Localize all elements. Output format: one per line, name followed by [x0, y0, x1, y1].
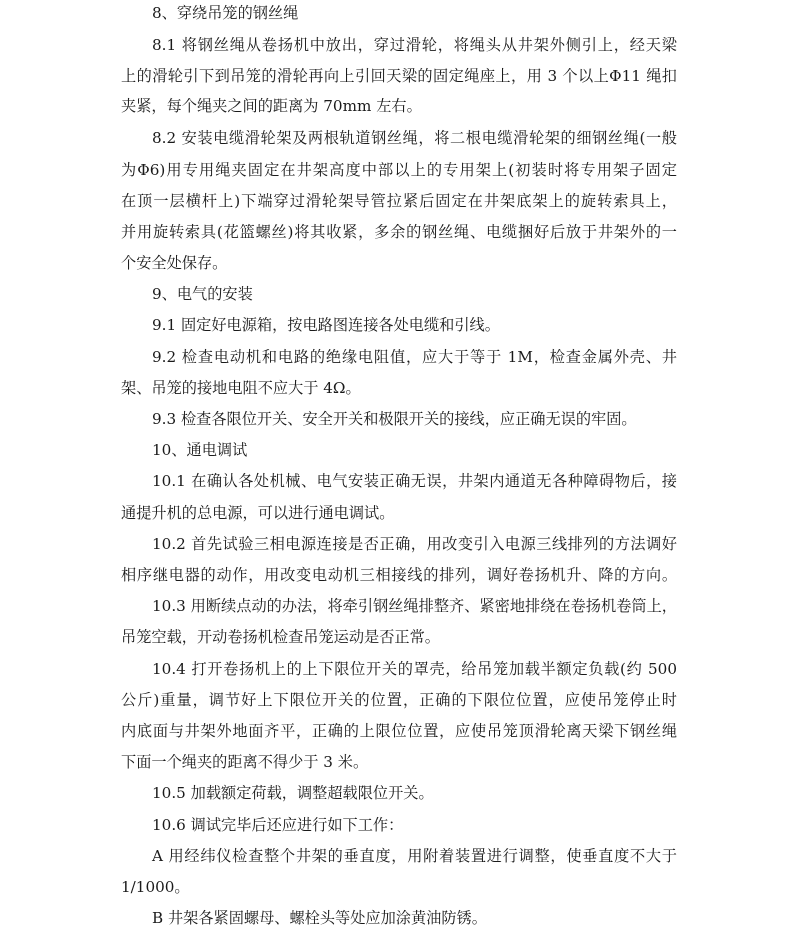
paragraph-line: 9.2 检查电动机和电路的绝缘电阻值，应大于等于 1M，检查金属外壳、井 [152, 348, 677, 366]
paragraph-line: 下面一个绳夹的距离不得少于 3 米。 [121, 753, 369, 771]
paragraph-line: 吊笼空载，开动卷扬机检查吊笼运动是否正常。 [121, 628, 440, 646]
paragraph-line: 9.1 固定好电源箱，按电路图连接各处电缆和引线。 [152, 316, 500, 334]
section-heading: 8、穿绕吊笼的钢丝绳 [152, 4, 299, 22]
paragraph-line: 10.1 在确认各处机械、电气安装正确无误，井架内通道无各种障碍物后，接 [152, 472, 677, 490]
paragraph-line: 10.4 打开卷扬机上的上下限位开关的罩壳，给吊笼加载半额定负载(约 500 [152, 660, 677, 678]
paragraph-line: 10.5 加载额定荷载，调整超载限位开关。 [152, 784, 434, 802]
paragraph-line: 内底面与井架外地面齐平，正确的上限位位置，应使吊笼顶滑轮离天梁下钢丝绳 [121, 722, 677, 740]
paragraph-line: 个安全处保存。 [121, 254, 228, 272]
paragraph-line: 通提升机的总电源，可以进行通电调试。 [121, 504, 395, 522]
paragraph-line: 并用旋转索具(花篮螺丝)将其收紧，多余的钢丝绳、电缆捆好后放于井架外的一 [121, 223, 677, 241]
paragraph-line: 在顶一层横杆上)下端穿过滑轮架导管拉紧后固定在井架底架上的旋转索具上， [121, 192, 677, 210]
paragraph-line: 为Φ6)用专用绳夹固定在井架高度中部以上的专用架上(初装时将专用架子固定 [121, 161, 677, 179]
paragraph-line: 公斤)重量，调节好上下限位开关的位置，正确的下限位位置，应使吊笼停止时 [121, 691, 677, 709]
paragraph-line: 10.6 调试完毕后还应进行如下工作： [152, 816, 404, 834]
paragraph-line: 10.2 首先试验三相电源连接是否正确，用改变引入电源三线排列的方法调好 [152, 535, 677, 553]
paragraph-line: 1/1000。 [121, 878, 190, 896]
paragraph-line: 相序继电器的动作，用改变电动机三相接线的排列，调好卷扬机升、降的方向。 [121, 566, 677, 584]
paragraph-line: 夹紧，每个绳夹之间的距离为 70mm 左右。 [121, 97, 422, 115]
paragraph-line: A 用经纬仪检查整个井架的垂直度，用附着装置进行调整，使垂直度不大于 [152, 847, 677, 865]
paragraph-line: 8.1 将钢丝绳从卷扬机中放出，穿过滑轮，将绳头从井架外侧引上，经天梁 [152, 36, 677, 54]
section-heading: 9、电气的安装 [152, 285, 253, 303]
paragraph-line: 上的滑轮引下到吊笼的滑轮再向上引回天梁的固定绳座上，用 3 个以上Φ11 绳扣 [121, 67, 677, 85]
paragraph-line: 架、吊笼的接地电阻不应大于 4Ω。 [121, 379, 361, 397]
paragraph-line: 9.3 检查各限位开关、安全开关和极限开关的接线，应正确无误的牢固。 [152, 410, 637, 428]
paragraph-line: B 井架各紧固螺母、螺栓头等处应加涂黄油防锈。 [152, 909, 487, 927]
paragraph-line: 8.2 安装电缆滑轮架及两根轨道钢丝绳，将二根电缆滑轮架的细钢丝绳(一般 [152, 129, 677, 147]
section-heading: 10、通电调试 [152, 441, 248, 459]
paragraph-line: 10.3 用断续点动的办法，将牵引钢丝绳排整齐、紧密地排绕在卷扬机卷筒上， [152, 597, 677, 615]
